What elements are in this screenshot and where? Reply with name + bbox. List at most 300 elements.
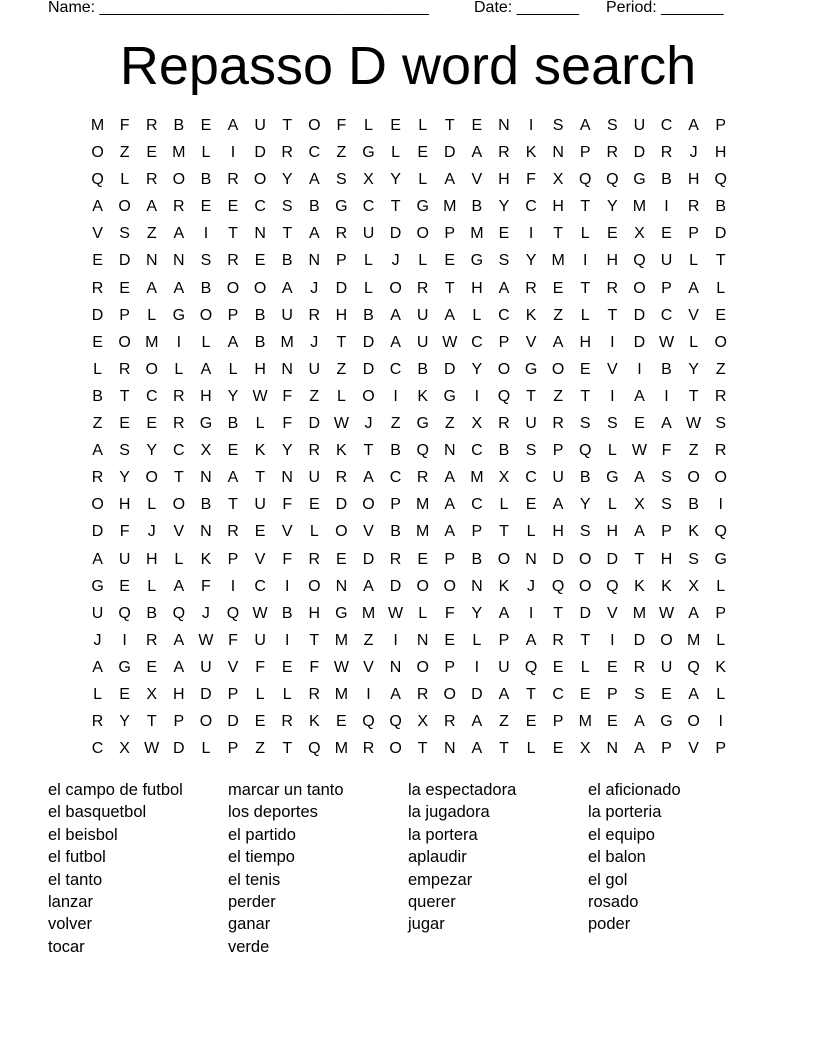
word-bank-item: el balon bbox=[588, 848, 646, 867]
grid-letter: O bbox=[551, 360, 565, 378]
grid-letter: R bbox=[281, 713, 293, 731]
grid-letter: R bbox=[443, 713, 456, 731]
grid-letter: Q bbox=[551, 577, 565, 595]
grid-letter: U bbox=[525, 415, 537, 433]
grid-letter: M bbox=[334, 740, 349, 758]
grid-letter: O bbox=[687, 713, 700, 731]
grid-letter: T bbox=[146, 713, 157, 731]
word-bank-column bbox=[588, 779, 768, 958]
grid-letter: I bbox=[664, 198, 669, 216]
grid-letter: G bbox=[335, 604, 348, 622]
grid-letter: L bbox=[418, 171, 428, 189]
grid-letter: S bbox=[525, 442, 537, 460]
grid-letter: B bbox=[281, 252, 293, 270]
grid-letter: L bbox=[580, 658, 590, 676]
grid-letter: H bbox=[498, 171, 510, 189]
grid-letter: A bbox=[579, 117, 591, 134]
grid-letter: P bbox=[119, 306, 130, 324]
grid-letter: O bbox=[687, 469, 700, 487]
grid-letter: S bbox=[634, 685, 645, 703]
grid-letter: I bbox=[230, 577, 236, 595]
grid-letter: N bbox=[416, 631, 429, 649]
grid-letter: O bbox=[416, 658, 429, 676]
grid-letter: V bbox=[688, 306, 699, 324]
grid-letter: A bbox=[227, 469, 239, 487]
grid-letter: T bbox=[715, 252, 726, 270]
grid-letter: D bbox=[200, 685, 212, 703]
grid-letter: M bbox=[578, 713, 592, 731]
grid-letter: Q bbox=[416, 442, 429, 460]
grid-letter: P bbox=[227, 685, 239, 703]
grid-letter: D bbox=[606, 550, 619, 568]
grid-letter: A bbox=[634, 713, 645, 731]
grid-letter: H bbox=[254, 360, 266, 378]
grid-letter: Q bbox=[308, 740, 321, 758]
grid-letter: A bbox=[552, 333, 564, 351]
grid-letter: E bbox=[146, 658, 158, 676]
grid-letter: F bbox=[282, 550, 293, 568]
grid-letter: A bbox=[92, 198, 103, 216]
grid-letter: I bbox=[528, 225, 534, 243]
grid-letter: S bbox=[715, 415, 727, 433]
grid-letter: B bbox=[227, 415, 239, 433]
grid-letter: P bbox=[227, 740, 239, 758]
word-bank-item: lanzar bbox=[48, 893, 93, 912]
grid-letter: E bbox=[471, 117, 483, 134]
grid-letter: Z bbox=[119, 144, 130, 162]
grid-letter: O bbox=[308, 577, 321, 595]
grid-letter: X bbox=[200, 442, 212, 460]
word-bank-item: el futbol bbox=[48, 848, 106, 867]
grid-letter: I bbox=[393, 387, 398, 405]
grid-letter: O bbox=[633, 279, 646, 297]
grid-letter: Y bbox=[146, 442, 158, 460]
grid-letter: Z bbox=[146, 225, 157, 243]
word-bank-column bbox=[408, 779, 588, 958]
grid-letter: A bbox=[173, 225, 185, 243]
grid-letter: F bbox=[526, 171, 536, 189]
grid-letter: H bbox=[118, 496, 131, 514]
grid-letter: G bbox=[714, 550, 727, 568]
grid-letter: N bbox=[552, 144, 564, 162]
grid-letter: Y bbox=[579, 496, 591, 514]
grid-letter: X bbox=[634, 225, 645, 243]
grid-letter: U bbox=[660, 252, 673, 270]
grid-letter: G bbox=[118, 658, 131, 676]
grid-letter: O bbox=[199, 713, 213, 731]
grid-letter: L bbox=[716, 279, 726, 297]
grid-letter: D bbox=[633, 631, 646, 649]
word-bank-column bbox=[228, 779, 408, 958]
grid-letter: T bbox=[444, 279, 455, 297]
grid-letter: E bbox=[390, 117, 401, 134]
grid-letter: A bbox=[390, 306, 401, 324]
grid-letter: M bbox=[172, 144, 186, 162]
grid-letter: A bbox=[444, 496, 456, 514]
grid-letter: D bbox=[227, 713, 239, 731]
grid-letter: C bbox=[660, 306, 673, 324]
grid-letter: K bbox=[525, 144, 537, 162]
grid-letter: L bbox=[201, 144, 211, 162]
word-bank-item: rosado bbox=[588, 893, 639, 912]
grid-letter: D bbox=[173, 740, 185, 758]
grid-letter: V bbox=[688, 740, 699, 758]
grid-letter: A bbox=[92, 550, 103, 568]
grid-letter: G bbox=[172, 306, 186, 324]
grid-letter: Z bbox=[688, 442, 699, 460]
grid-letter: I bbox=[718, 496, 723, 514]
grid-letter: K bbox=[308, 713, 320, 731]
grid-letter: X bbox=[498, 469, 510, 487]
grid-letter: Z bbox=[92, 415, 103, 433]
grid-letter: L bbox=[201, 740, 211, 758]
grid-letter: L bbox=[716, 577, 726, 595]
grid-letter: L bbox=[716, 631, 726, 649]
grid-letter: G bbox=[335, 198, 348, 216]
grid-letter: R bbox=[227, 171, 239, 189]
grid-letter: B bbox=[92, 387, 103, 405]
grid-letter: E bbox=[119, 685, 130, 703]
grid-letter: N bbox=[281, 469, 293, 487]
grid-letter: Y bbox=[119, 469, 130, 487]
grid-letter: U bbox=[552, 469, 564, 487]
grid-letter: C bbox=[471, 442, 483, 460]
grid-letter: O bbox=[497, 550, 511, 568]
grid-letter: T bbox=[526, 685, 536, 703]
grid-letter: R bbox=[227, 252, 239, 270]
word-bank-item: ganar bbox=[228, 915, 271, 934]
grid-letter: Q bbox=[606, 577, 619, 595]
word-bank-item: volver bbox=[48, 915, 93, 934]
grid-letter: B bbox=[417, 360, 428, 378]
grid-letter: Y bbox=[227, 387, 239, 405]
grid-letter: R bbox=[308, 442, 321, 460]
grid-letter: L bbox=[607, 442, 617, 460]
grid-letter: T bbox=[499, 740, 509, 758]
grid-letter: E bbox=[336, 550, 347, 568]
grid-letter: S bbox=[281, 198, 293, 216]
grid-letter: R bbox=[687, 198, 700, 216]
grid-letter: E bbox=[498, 225, 510, 243]
grid-letter: P bbox=[444, 550, 456, 568]
grid-letter: B bbox=[471, 550, 483, 568]
grid-letter: I bbox=[718, 713, 723, 731]
grid-letter: I bbox=[583, 252, 588, 270]
grid-letter: L bbox=[93, 685, 102, 703]
grid-letter: G bbox=[633, 171, 646, 189]
grid-letter: Y bbox=[606, 198, 618, 216]
grid-letter: T bbox=[499, 523, 509, 541]
grid-letter: R bbox=[91, 713, 104, 731]
grid-letter: C bbox=[525, 198, 537, 216]
grid-letter: O bbox=[199, 306, 213, 324]
grid-letter: A bbox=[363, 577, 374, 595]
grid-letter: U bbox=[498, 658, 510, 676]
grid-letter: U bbox=[91, 604, 104, 622]
grid-letter: O bbox=[714, 333, 727, 351]
grid-letter: J bbox=[527, 577, 536, 595]
grid-letter: M bbox=[334, 685, 349, 703]
grid-letter: W bbox=[333, 415, 349, 433]
grid-letter: N bbox=[308, 252, 321, 270]
grid-letter: R bbox=[118, 360, 131, 378]
grid-letter: T bbox=[580, 279, 591, 297]
grid-letter: A bbox=[146, 198, 158, 216]
grid-letter: V bbox=[227, 658, 239, 676]
grid-letter: B bbox=[254, 333, 266, 351]
grid-letter: V bbox=[525, 333, 537, 351]
grid-letter: I bbox=[474, 387, 480, 405]
grid-letter: L bbox=[580, 225, 590, 243]
grid-letter: T bbox=[553, 604, 564, 622]
grid-letter: F bbox=[119, 117, 130, 134]
grid-letter: C bbox=[173, 442, 185, 460]
grid-letter: H bbox=[660, 550, 673, 568]
grid-letter: B bbox=[281, 604, 293, 622]
grid-letter: M bbox=[361, 604, 376, 622]
grid-letter: T bbox=[282, 117, 293, 134]
grid-letter: S bbox=[119, 442, 130, 460]
word-bank-item: el aficionado bbox=[588, 781, 681, 799]
grid-letter: I bbox=[393, 631, 398, 649]
grid-letter: T bbox=[363, 442, 374, 460]
grid-letter: D bbox=[633, 333, 646, 351]
grid-letter: P bbox=[471, 523, 483, 541]
grid-letter: E bbox=[227, 442, 239, 460]
grid-letter: G bbox=[470, 252, 484, 270]
grid-letter: D bbox=[362, 333, 375, 351]
grid-letter: H bbox=[308, 604, 321, 622]
grid-letter: Y bbox=[119, 713, 130, 731]
word-bank bbox=[48, 779, 788, 958]
grid-letter: M bbox=[632, 604, 647, 622]
grid-letter: R bbox=[308, 306, 321, 324]
grid-letter: V bbox=[173, 523, 185, 541]
grid-letter: L bbox=[255, 415, 265, 433]
grid-letter: Z bbox=[715, 360, 726, 378]
grid-letter: B bbox=[390, 442, 401, 460]
grid-letter: M bbox=[470, 469, 484, 487]
grid-letter: Q bbox=[524, 658, 538, 676]
grid-letter: O bbox=[416, 225, 429, 243]
grid-letter: C bbox=[660, 117, 673, 134]
grid-letter: O bbox=[497, 360, 511, 378]
grid-letter: I bbox=[528, 604, 534, 622]
grid-letter: I bbox=[176, 333, 182, 351]
grid-letter: B bbox=[471, 198, 483, 216]
grid-letter: N bbox=[471, 577, 483, 595]
grid-letter: A bbox=[525, 631, 537, 649]
grid-letter: M bbox=[90, 117, 105, 134]
grid-letter: E bbox=[146, 144, 158, 162]
grid-letter: E bbox=[525, 496, 537, 514]
grid-letter: I bbox=[203, 225, 209, 243]
grid-letter: O bbox=[91, 496, 104, 514]
grid-letter: F bbox=[119, 523, 130, 541]
grid-letter: C bbox=[145, 387, 158, 405]
grid-letter: J bbox=[310, 279, 319, 297]
grid-letter: E bbox=[552, 658, 564, 676]
grid-letter: B bbox=[308, 198, 320, 216]
grid-letter: C bbox=[525, 469, 537, 487]
grid-letter: P bbox=[227, 550, 239, 568]
grid-letter: S bbox=[119, 225, 130, 243]
grid-letter: I bbox=[474, 658, 480, 676]
grid-letter: E bbox=[200, 117, 212, 134]
grid-letter: S bbox=[661, 496, 672, 514]
grid-letter: P bbox=[661, 740, 672, 758]
grid-letter: Z bbox=[363, 631, 374, 649]
grid-letter: K bbox=[688, 523, 699, 541]
grid-letter: R bbox=[389, 550, 402, 568]
grid-letter: T bbox=[417, 740, 428, 758]
grid-letter: P bbox=[498, 631, 510, 649]
grid-letter: V bbox=[471, 171, 483, 189]
grid-letter: E bbox=[254, 523, 266, 541]
grid-letter: B bbox=[661, 360, 672, 378]
grid-letter: O bbox=[389, 279, 402, 297]
grid-letter: Z bbox=[255, 740, 265, 758]
word-bank-item: el basquetbol bbox=[48, 803, 147, 822]
grid-letter: W bbox=[388, 604, 404, 622]
grid-letter: B bbox=[579, 469, 591, 487]
grid-letter: E bbox=[417, 550, 428, 568]
grid-letter: F bbox=[309, 658, 320, 676]
grid-letter: A bbox=[173, 658, 185, 676]
word-bank-item: los deportes bbox=[228, 803, 318, 822]
grid-letter: U bbox=[281, 306, 293, 324]
grid-letter: E bbox=[119, 279, 130, 297]
grid-letter: N bbox=[525, 550, 537, 568]
grid-letter: A bbox=[281, 279, 293, 297]
grid-letter: M bbox=[334, 631, 349, 649]
grid-letter: S bbox=[336, 171, 347, 189]
grid-letter: P bbox=[444, 225, 456, 243]
grid-letter: A bbox=[634, 387, 645, 405]
grid-letter: M bbox=[470, 225, 484, 243]
grid-letter: O bbox=[335, 523, 348, 541]
grid-letter: G bbox=[606, 469, 619, 487]
grid-letter: U bbox=[416, 306, 429, 324]
word-bank-item: marcar un tanto bbox=[228, 781, 344, 799]
grid-letter: Y bbox=[688, 360, 699, 378]
grid-letter: Q bbox=[172, 604, 186, 622]
word-bank-item: la jugadora bbox=[408, 803, 490, 822]
grid-letter: D bbox=[389, 225, 402, 243]
grid-letter: D bbox=[308, 415, 321, 433]
grid-letter: O bbox=[308, 117, 321, 134]
grid-letter: E bbox=[606, 658, 618, 676]
grid-letter: P bbox=[661, 279, 672, 297]
grid-letter: S bbox=[606, 415, 618, 433]
word-bank-item: el tenis bbox=[228, 870, 281, 889]
grid-letter: A bbox=[363, 469, 374, 487]
grid-letter: G bbox=[362, 144, 375, 162]
word-bank-item: el beisbol bbox=[48, 825, 118, 844]
grid-letter: N bbox=[443, 442, 456, 460]
grid-letter: E bbox=[281, 658, 293, 676]
grid-letter: L bbox=[418, 117, 428, 134]
grid-letter: M bbox=[686, 631, 701, 649]
grid-letter: E bbox=[661, 225, 672, 243]
grid-letter: I bbox=[637, 360, 642, 378]
grid-letter: K bbox=[417, 387, 428, 405]
grid-letter: O bbox=[172, 496, 186, 514]
grid-letter: L bbox=[336, 387, 346, 405]
grid-letter: E bbox=[552, 279, 564, 297]
grid-letter: J bbox=[201, 604, 210, 622]
grid-letter: R bbox=[145, 631, 158, 649]
grid-letter: A bbox=[688, 604, 699, 622]
grid-letter: P bbox=[498, 333, 510, 351]
grid-letter: K bbox=[200, 550, 212, 568]
grid-letter: T bbox=[173, 469, 184, 487]
grid-letter: S bbox=[579, 415, 591, 433]
grid-letter: O bbox=[145, 360, 158, 378]
grid-letter: S bbox=[552, 117, 564, 134]
grid-letter: P bbox=[227, 306, 239, 324]
grid-letter: J bbox=[147, 523, 156, 541]
grid-letter: P bbox=[715, 740, 727, 758]
grid-letter: N bbox=[281, 360, 293, 378]
grid-letter: U bbox=[254, 496, 266, 514]
grid-letter: S bbox=[606, 117, 618, 134]
grid-letter: J bbox=[93, 631, 102, 649]
grid-letter: U bbox=[254, 631, 266, 649]
grid-letter: H bbox=[335, 306, 348, 324]
grid-letter: L bbox=[282, 685, 292, 703]
grid-letter: B bbox=[173, 117, 185, 134]
grid-letter: L bbox=[580, 306, 590, 324]
grid-letter: J bbox=[364, 415, 373, 433]
grid-letter: Y bbox=[498, 198, 510, 216]
grid-letter: P bbox=[606, 685, 618, 703]
grid-letter: Z bbox=[336, 144, 347, 162]
grid-letter: S bbox=[579, 523, 591, 541]
grid-letter: D bbox=[633, 306, 646, 324]
grid-letter: X bbox=[552, 171, 564, 189]
grid-letter: A bbox=[688, 279, 699, 297]
grid-letter: B bbox=[363, 306, 374, 324]
grid-letter: N bbox=[389, 658, 402, 676]
grid-letter: T bbox=[634, 550, 645, 568]
grid-letter: I bbox=[230, 144, 236, 162]
grid-letter: D bbox=[633, 144, 646, 162]
grid-letter: R bbox=[91, 469, 104, 487]
grid-letter: A bbox=[634, 523, 645, 541]
grid-letter: O bbox=[253, 171, 267, 189]
grid-letter: G bbox=[524, 360, 538, 378]
grid-letter: P bbox=[579, 144, 591, 162]
grid-letter: H bbox=[687, 171, 700, 189]
grid-letter: T bbox=[444, 117, 455, 134]
grid-letter: H bbox=[579, 333, 592, 351]
grid-letter: T bbox=[390, 198, 401, 216]
grid-letter: T bbox=[309, 631, 320, 649]
grid-letter: F bbox=[255, 658, 265, 676]
grid-letter: D bbox=[91, 523, 104, 541]
grid-letter: R bbox=[335, 225, 348, 243]
grid-letter: Y bbox=[471, 604, 483, 622]
grid-letter: H bbox=[200, 387, 212, 405]
grid-letter: R bbox=[498, 144, 510, 162]
grid-letter: R bbox=[308, 550, 321, 568]
grid-letter: A bbox=[444, 306, 456, 324]
grid-letter: O bbox=[443, 577, 456, 595]
grid-letter: O bbox=[416, 577, 429, 595]
grid-letter: U bbox=[660, 658, 673, 676]
grid-letter: K bbox=[525, 306, 537, 324]
